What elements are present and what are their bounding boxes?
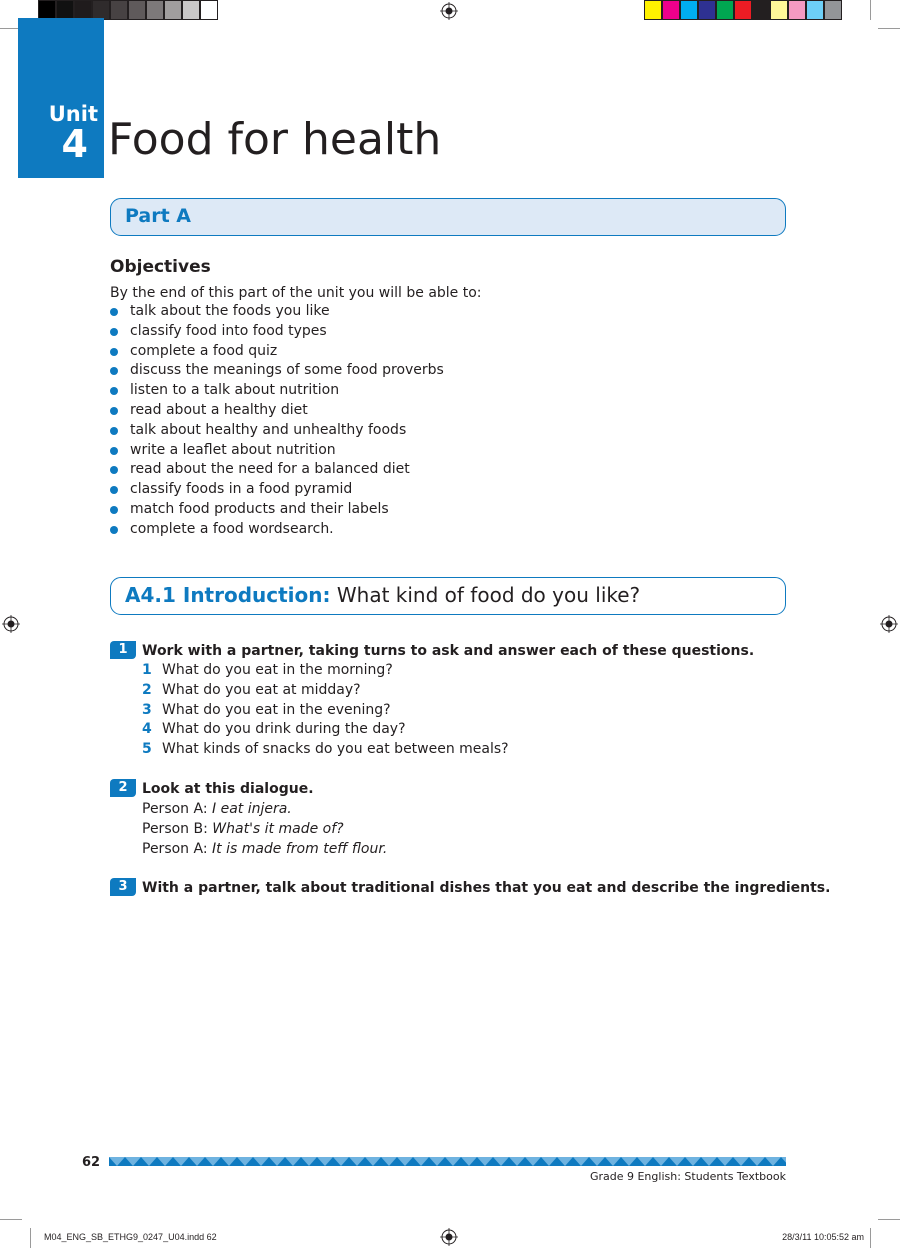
footer-pattern-band	[109, 1157, 786, 1166]
list-item: classify foods in a food pyramid	[110, 480, 444, 500]
activity-instruction: Look at this dialogue.	[142, 781, 314, 797]
color-swatch	[200, 0, 218, 20]
list-item: 4 What do you drink during the day?	[142, 721, 406, 738]
activity-number-badge: 1	[110, 641, 136, 659]
list-item: 5 What kinds of snacks do you eat between meals?	[142, 741, 509, 758]
print-slug-date: 28/3/11 10:05:52 am	[782, 1232, 864, 1242]
part-banner	[110, 198, 786, 236]
color-swatch	[734, 0, 752, 20]
list-item: 2 What do you eat at midday?	[142, 681, 361, 698]
registration-mark-icon	[880, 615, 898, 633]
crop-mark	[878, 28, 900, 29]
registration-mark-icon	[440, 1228, 458, 1246]
crop-mark	[878, 1219, 900, 1220]
section-title: What kind of food do you like?	[336, 583, 641, 607]
crop-mark	[870, 0, 871, 20]
color-swatch	[56, 0, 74, 20]
dialogue-line: Person B: What's it made of?	[142, 821, 344, 837]
list-item: talk about healthy and unhealthy foods	[110, 421, 444, 441]
page-number: 62	[82, 1155, 101, 1170]
color-swatch	[644, 0, 662, 20]
bullet-icon	[110, 367, 118, 375]
color-swatch	[716, 0, 734, 20]
unit-label: Unit	[48, 102, 98, 126]
activity-instruction: Work with a partner, taking turns to ask and answer each of these questions.	[142, 643, 755, 659]
unit-tab	[18, 18, 104, 178]
list-item: discuss the meanings of some food proverbs	[110, 361, 444, 381]
section-banner	[110, 577, 786, 615]
color-swatch	[128, 0, 146, 20]
crop-mark	[30, 1228, 31, 1248]
unit-number: 4	[61, 122, 88, 166]
activity-number-badge: 2	[110, 779, 136, 797]
color-swatch	[680, 0, 698, 20]
objectives-intro: By the end of this part of the unit you will be able to:	[110, 285, 482, 301]
list-item: read about a healthy diet	[110, 401, 444, 421]
activity-instruction: With a partner, talk about traditional dishes that you eat and describe the ingredients.	[142, 880, 831, 896]
objectives-heading: Objectives	[110, 257, 211, 277]
section-heading	[125, 582, 640, 608]
bullet-icon	[110, 308, 118, 316]
question-list	[142, 661, 509, 760]
crop-mark	[0, 1219, 22, 1220]
color-swatch	[698, 0, 716, 20]
color-swatch	[824, 0, 842, 20]
bullet-icon	[110, 387, 118, 395]
color-swatch	[92, 0, 110, 20]
process-color-bar	[644, 0, 842, 20]
color-swatch	[788, 0, 806, 20]
book-title: Grade 9 English: Students Textbook	[589, 1170, 786, 1183]
list-item: talk about the foods you like	[110, 302, 444, 322]
page-title: Food for health	[108, 114, 442, 165]
bullet-icon	[110, 526, 118, 534]
list-item: write a leaflet about nutrition	[110, 441, 444, 461]
registration-mark-icon	[440, 2, 458, 20]
color-swatch	[770, 0, 788, 20]
color-swatch	[806, 0, 824, 20]
registration-mark-icon	[2, 615, 20, 633]
bullet-icon	[110, 506, 118, 514]
color-swatch	[662, 0, 680, 20]
print-slug-file: M04_ENG_SB_ETHG9_0247_U04.indd 62	[44, 1232, 217, 1242]
list-item: match food products and their labels	[110, 500, 444, 520]
color-swatch	[74, 0, 92, 20]
color-swatch	[752, 0, 770, 20]
color-swatch	[38, 0, 56, 20]
list-item: read about the need for a balanced diet	[110, 460, 444, 480]
grayscale-color-bar	[38, 0, 218, 20]
color-swatch	[182, 0, 200, 20]
bullet-icon	[110, 427, 118, 435]
color-swatch	[146, 0, 164, 20]
bullet-icon	[110, 466, 118, 474]
section-code: A4.1 Introduction:	[125, 583, 331, 607]
bullet-icon	[110, 348, 118, 356]
dialogue-line: Person A: I eat injera.	[142, 801, 292, 817]
list-item: listen to a talk about nutrition	[110, 381, 444, 401]
color-swatch	[164, 0, 182, 20]
part-label: Part A	[125, 205, 192, 227]
list-item: complete a food quiz	[110, 342, 444, 362]
objectives-list	[110, 302, 444, 540]
crop-mark	[0, 28, 18, 29]
dialogue-line: Person A: It is made from teff flour.	[142, 841, 388, 857]
bullet-icon	[110, 407, 118, 415]
crop-mark	[870, 1228, 871, 1248]
bullet-icon	[110, 447, 118, 455]
list-item: classify food into food types	[110, 322, 444, 342]
list-item: complete a food wordsearch.	[110, 520, 444, 540]
activity-number-badge: 3	[110, 878, 136, 896]
list-item: 1 What do you eat in the morning?	[142, 662, 393, 678]
list-item: 3 What do you eat in the evening?	[142, 701, 391, 718]
bullet-icon	[110, 328, 118, 336]
color-swatch	[110, 0, 128, 20]
bullet-icon	[110, 486, 118, 494]
